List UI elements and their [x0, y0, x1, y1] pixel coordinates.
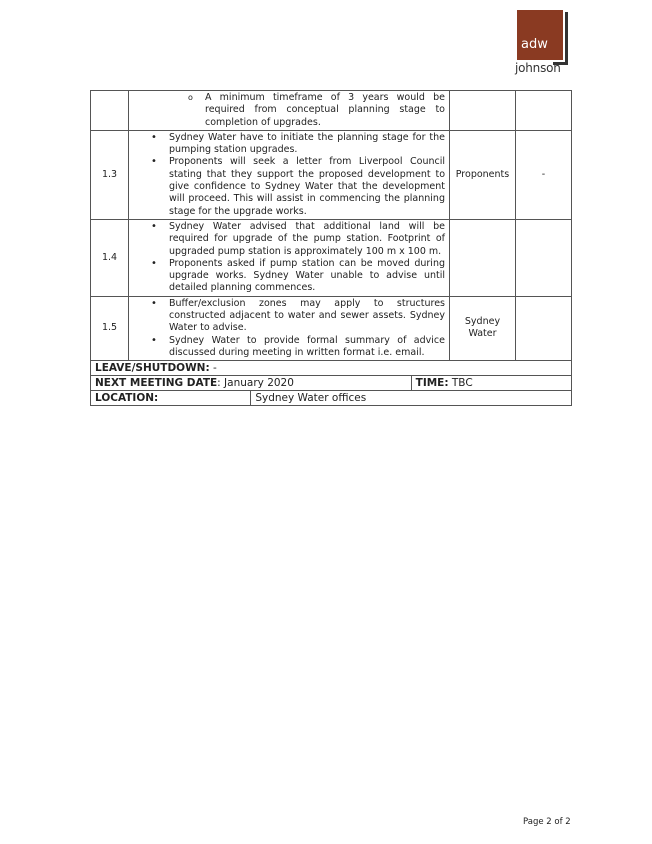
bullet-list: [129, 132, 445, 218]
list-item: [129, 132, 445, 157]
leave-cell: [91, 361, 572, 376]
due-cell: -: [516, 130, 572, 219]
next-meeting-label: NEXT MEETING DATE: [95, 377, 218, 389]
responsibility-cell: Sydney Water: [450, 296, 516, 360]
next-meeting-value: : January 2020: [217, 377, 294, 389]
page-number: Page 2 of 2: [523, 817, 571, 827]
time-label: TIME:: [415, 377, 449, 389]
item-description: [129, 296, 450, 360]
list-item: [129, 335, 445, 360]
table-row: [91, 91, 572, 131]
location-row: [91, 391, 572, 406]
bullet-icon: •: [151, 297, 157, 309]
bullet-list: [129, 221, 445, 295]
list-item: [129, 258, 445, 295]
item-description: [129, 130, 450, 219]
list-item: [129, 156, 445, 217]
item-description: [129, 91, 450, 131]
logo-sub-text: johnson: [515, 61, 561, 75]
location-value-cell: [251, 391, 572, 406]
list-item-text: A minimum timeframe of 3 years would be required from conceptual planning stage to completion of upgrades.: [205, 92, 445, 128]
due-cell: [516, 91, 572, 131]
table-row: [91, 296, 572, 360]
list-item-text: Buffer/exclusion zones may apply to structures constructed adjacent to water and sewer assets. Sydney Water to advise.: [169, 297, 445, 334]
next-meeting-row: [91, 376, 572, 391]
location-label-cell: [91, 391, 251, 406]
item-number: 1.4: [91, 219, 129, 296]
leave-row: [91, 361, 572, 376]
meeting-info-table: [90, 360, 572, 406]
leave-label: LEAVE/SHUTDOWN:: [95, 362, 210, 374]
bullet-icon: •: [151, 131, 157, 143]
list-item: [129, 92, 445, 129]
list-item: [129, 298, 445, 335]
logo-bar: [565, 12, 568, 64]
hollow-bullet-icon: o: [188, 93, 193, 102]
list-item-text: Sydney Water have to initiate the planning stage for the pumping station upgrades.: [169, 131, 445, 156]
logo-brand-text: adw: [521, 37, 548, 52]
bullet-icon: •: [151, 220, 157, 232]
leave-value: -: [209, 362, 217, 374]
responsibility-cell: Proponents: [450, 130, 516, 219]
responsibility-cell: [450, 219, 516, 296]
logo-mark: [517, 10, 563, 60]
location-label: LOCATION:: [95, 392, 159, 404]
item-number: 1.3: [91, 130, 129, 219]
location-value: Sydney Water offices: [255, 392, 367, 404]
table-row: [91, 130, 572, 219]
bullet-list: [129, 298, 445, 359]
item-number: 1.5: [91, 296, 129, 360]
responsibility-cell: [450, 91, 516, 131]
list-item-text: Proponents will seek a letter from Liverpool Council stating that they support the proposed development to give confidence to Sydney Water that the development will proceed. This will assist in commencing the planning stage for the upgrade works.: [169, 156, 445, 217]
time-cell: [411, 376, 571, 391]
action-items-table: [90, 90, 572, 361]
due-cell: [516, 296, 572, 360]
company-logo: [515, 10, 571, 74]
table-row: [91, 219, 572, 296]
time-value: TBC: [448, 377, 473, 389]
item-description: [129, 219, 450, 296]
bullet-icon: •: [151, 334, 157, 346]
list-item-text: Proponents asked if pump station can be moved during upgrade works. Sydney Water unable to advise until detailed planning commences.: [169, 257, 445, 294]
list-item: [129, 221, 445, 258]
due-cell: [516, 219, 572, 296]
next-meeting-cell: [91, 376, 412, 391]
list-item-text: Sydney Water advised that additional land will be required for upgrade of the pump station. Footprint of upgraded pump station is approximately 100 m x 100 m.: [169, 220, 445, 257]
bullet-list: [129, 92, 445, 129]
bullet-icon: •: [151, 156, 157, 168]
item-number: [91, 91, 129, 131]
list-item-text: Sydney Water to provide formal summary of advice discussed during meeting in written format i.e. email.: [169, 334, 445, 358]
bullet-icon: •: [151, 257, 157, 269]
